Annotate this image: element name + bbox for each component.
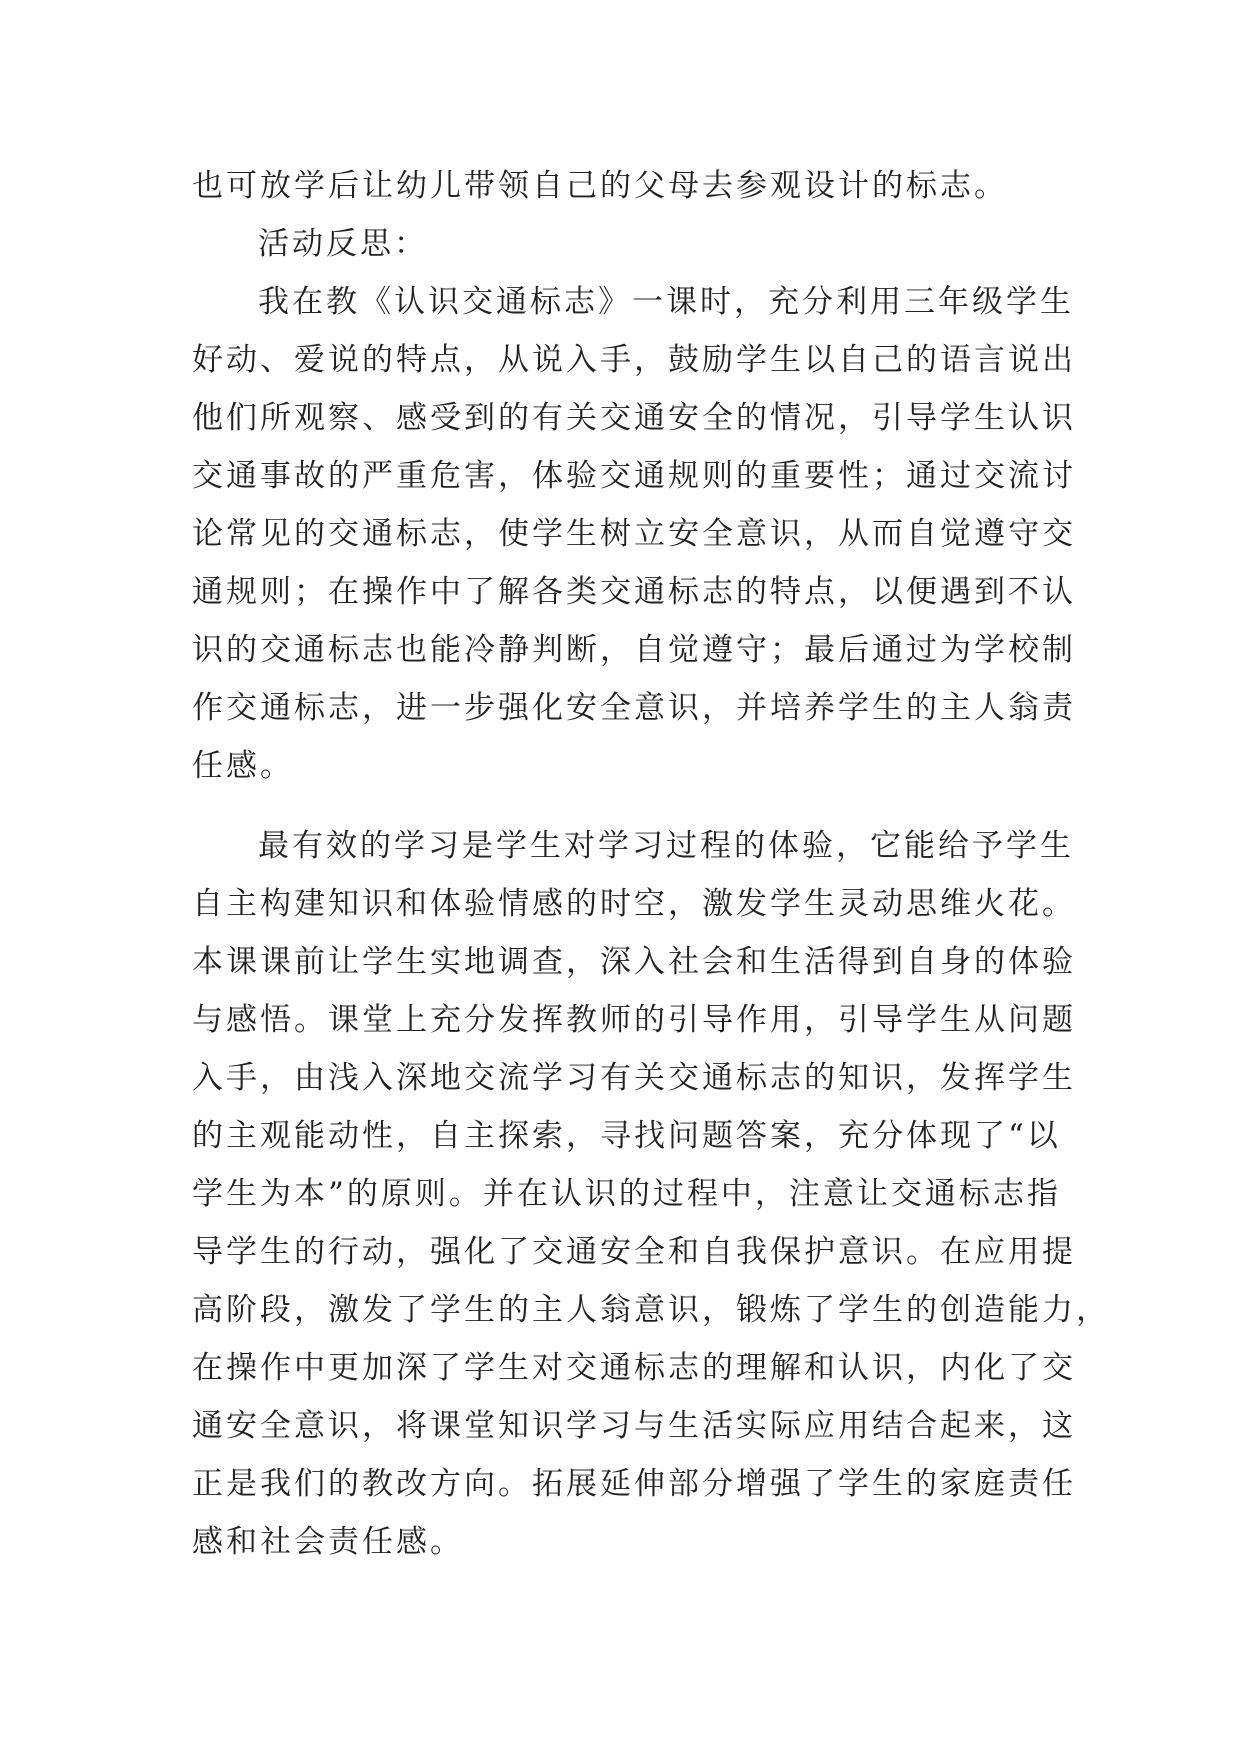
paragraph-2-line: 高阶段，激发了学生的主人翁意识，锻炼了学生的创造能力， [192,1292,1110,1328]
paragraph-1-line: 任感。 [192,748,294,784]
document-body [192,157,1110,1571]
paragraph-2-line: 本课课前让学生实地调查，深入社会和生活得到自身的体验 [192,944,1076,980]
paragraph-2-line: 感和社会责任感。 [192,1524,464,1560]
paragraph-1-line: 交通事故的严重危害，体验交通规则的重要性；通过交流讨 [192,458,1076,494]
paragraph-2-line: 最有效的学习是学生对学习过程的体验，它能给予学生 [258,828,1074,864]
paragraph-2-line: 与感悟。课堂上充分发挥教师的引导作用，引导学生从问题 [192,1002,1076,1038]
paragraph-1-line: 作交通标志，进一步强化安全意识，并培养学生的主人翁责 [192,690,1076,726]
paragraph-2-line: 自主构建知识和体验情感的时空，激发学生灵动思维火花。 [192,886,1076,922]
paragraph-2-line: 在操作中更加深了学生对交通标志的理解和认识，内化了交 [192,1350,1076,1386]
paragraph-2-line: 的主观能动性，自主探索，寻找问题答案，充分体现了“以 [192,1118,1061,1154]
paragraph-spacer [192,795,1052,817]
paragraph-2-line: 导学生的行动，强化了交通安全和自我保护意识。在应用提 [192,1234,1076,1270]
intro-line: 也可放学后让幼儿带领自己的父母去参观设计的标志。 [192,168,1008,204]
paragraph-1-line: 通规则；在操作中了解各类交通标志的特点，以便遇到不认 [192,574,1076,610]
paragraph-2-line: 正是我们的教改方向。拓展延伸部分增强了学生的家庭责任 [192,1466,1076,1502]
paragraph-2-line: 学生为本”的原则。并在认识的过程中，注意让交通标志指 [192,1176,1061,1212]
paragraph-1-line: 好动、爱说的特点，从说入手，鼓励学生以自己的语言说出 [192,342,1076,378]
section-heading: 活动反思： [258,226,428,262]
paragraph-1-line: 论常见的交通标志，使学生树立安全意识，从而自觉遵守交 [192,516,1076,552]
paragraph-1-line: 我在教《认识交通标志》一课时，充分利用三年级学生 [258,284,1074,320]
paragraph-1-line: 识的交通标志也能冷静判断，自觉遵守；最后通过为学校制 [192,632,1076,668]
paragraph-1-line: 他们所观察、感受到的有关交通安全的情况，引导学生认识 [192,400,1076,436]
paragraph-2-line: 通安全意识，将课堂知识学习与生活实际应用结合起来，这 [192,1408,1076,1444]
paragraph-2-line: 入手，由浅入深地交流学习有关交通标志的知识，发挥学生 [192,1060,1076,1096]
